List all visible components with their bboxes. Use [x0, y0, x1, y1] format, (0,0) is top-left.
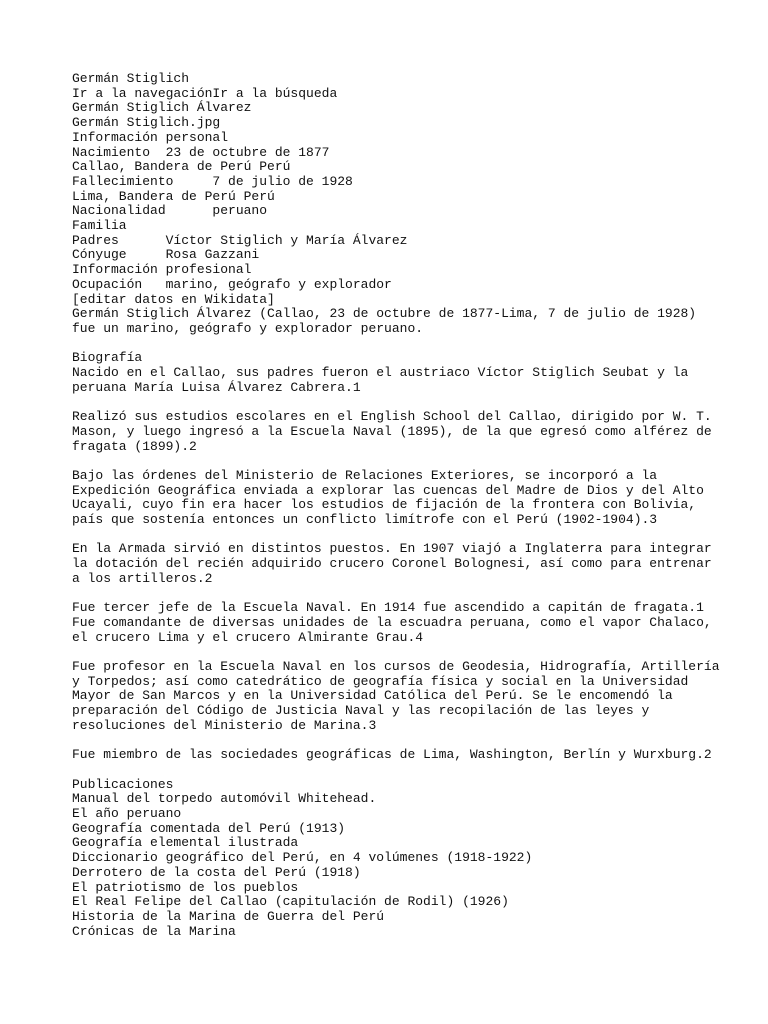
paragraph-line: resoluciones del Ministerio de Marina.3 — [72, 717, 377, 733]
publication-item: Geografía elemental ilustrada — [72, 835, 299, 851]
publication-item: El patriotismo de los pueblos — [72, 879, 299, 895]
paragraph-line: la dotación del recién adquirido crucero Coronel Bolognesi, así como para entrenar — [72, 556, 712, 572]
publication-item: El Real Felipe del Callao (capitulación de Rodil) (1926) — [72, 894, 509, 910]
infobox-death-place: Lima, Bandera de Perú Perú — [72, 188, 275, 204]
paragraph-sociedades — [72, 748, 752, 763]
infobox-section-professional: Información profesional — [72, 262, 252, 278]
intro-line: Germán Stiglich Álvarez (Callao, 23 de octubre de 1877-Lima, 7 de julio de 1928) — [72, 306, 697, 322]
paragraph-line: Fue profesor en la Escuela Naval en los cursos de Geodesia, Hidrografía, Artillería — [72, 659, 720, 675]
publication-item: Geografía comentada del Perú (1913) — [72, 820, 346, 836]
paragraph-line: a los artilleros.2 — [72, 570, 213, 586]
paragraph-line: Nacido en el Callao, sus padres fueron el austriaco Víctor Stiglich Seubat y la — [72, 365, 689, 381]
paragraph-line: y Torpedos; así como catedrático de geografía física y social en la Universidad — [72, 673, 689, 689]
article-title: Germán Stiglich — [72, 71, 190, 86]
paragraph-expedicion — [72, 469, 752, 528]
paragraph-line: Bajo las órdenes del Ministerio de Relaciones Exteriores, se incorporó a la — [72, 467, 658, 483]
paragraph-line: fragata (1899).2 — [72, 438, 197, 454]
publication-item: Crónicas de la Marina — [72, 923, 236, 939]
publication-item: Diccionario geográfico del Perú, en 4 volúmenes (1918-1922) — [72, 850, 533, 866]
section-heading: Publicaciones — [72, 776, 174, 792]
paragraph-line: el crucero Lima y el crucero Almirante Grau.4 — [72, 629, 424, 645]
infobox-death: Fallecimiento 7 de julio de 1928 — [72, 173, 353, 189]
publication-item: Manual del torpedo automóvil Whitehead. — [72, 791, 377, 807]
paragraph-estudios — [72, 410, 752, 454]
skip-links: Ir a la navegaciónIr a la búsqueda — [72, 85, 338, 101]
section-heading: Biografía — [72, 350, 143, 366]
infobox-nationality: Nacionalidad peruano — [72, 203, 268, 219]
publication-item: Derrotero de la costa del Perú (1918) — [72, 864, 361, 880]
infobox-birth: Nacimiento 23 de octubre de 1877 — [72, 144, 330, 160]
publication-item: El año peruano — [72, 806, 182, 822]
paragraph-profesor — [72, 660, 752, 734]
infobox-image-caption: Germán Stiglich.jpg — [72, 115, 221, 131]
section-biografia — [72, 351, 752, 395]
paragraph-line: Fue comandante de diversas unidades de la escuadra peruana, como el vapor Chalaco, — [72, 614, 712, 630]
paragraph-line: En la Armada sirvió en distintos puestos. En 1907 viajó a Inglaterra para integrar — [72, 541, 712, 557]
paragraph-line: Fue tercer jefe de la Escuela Naval. En 1914 fue ascendido a capitán de fragata.1 — [72, 600, 704, 616]
paragraph-line: peruana María Luisa Álvarez Cabrera.1 — [72, 379, 361, 395]
paragraph-line: Expedición Geográfica enviada a explorar las cuencas del Madre de Dios y del Alto — [72, 482, 704, 498]
paragraph-line: país que sostenía entonces un conflicto limítrofe con el Perú (1902-1904).3 — [72, 512, 658, 528]
paragraph-line: Mason, y luego ingresó a la Escuela Naval (1895), de la que egresó como alférez de — [72, 423, 712, 439]
intro-line: fue un marino, geógrafo y explorador peruano. — [72, 320, 424, 336]
paragraph-escuela-naval — [72, 601, 752, 645]
edit-wikidata-link[interactable]: [editar datos en Wikidata] — [72, 291, 275, 307]
section-publicaciones — [72, 778, 752, 940]
paragraph-line: Mayor de San Marcos y en la Universidad Católica del Perú. Se le encomendó la — [72, 688, 673, 704]
infobox-name: Germán Stiglich Álvarez — [72, 100, 252, 116]
infobox-section-family: Familia — [72, 218, 127, 234]
document-page — [72, 72, 752, 939]
paragraph-line: Fue miembro de las sociedades geográficas de Lima, Washington, Berlín y Wurxburg.2 — [72, 747, 712, 763]
paragraph-line: preparación del Código de Justicia Naval y las recopilación de las leyes y — [72, 703, 650, 719]
infobox-header — [72, 72, 752, 337]
infobox-birth-place: Callao, Bandera de Perú Perú — [72, 159, 291, 175]
infobox-parents: Padres Víctor Stiglich y María Álvarez — [72, 232, 408, 248]
infobox-section-personal: Información personal — [72, 129, 229, 145]
paragraph-line: Realizó sus estudios escolares en el English School del Callao, dirigido por W. T. — [72, 409, 712, 425]
infobox-spouse: Cónyuge Rosa Gazzani — [72, 247, 260, 263]
publication-item: Historia de la Marina de Guerra del Perú — [72, 908, 385, 924]
paragraph-armada — [72, 542, 752, 586]
infobox-occupation: Ocupación marino, geógrafo y explorador — [72, 276, 392, 292]
paragraph-line: Ucayali, cuyo fin era hacer los estudios de fijación de la frontera con Bolivia, — [72, 497, 697, 513]
